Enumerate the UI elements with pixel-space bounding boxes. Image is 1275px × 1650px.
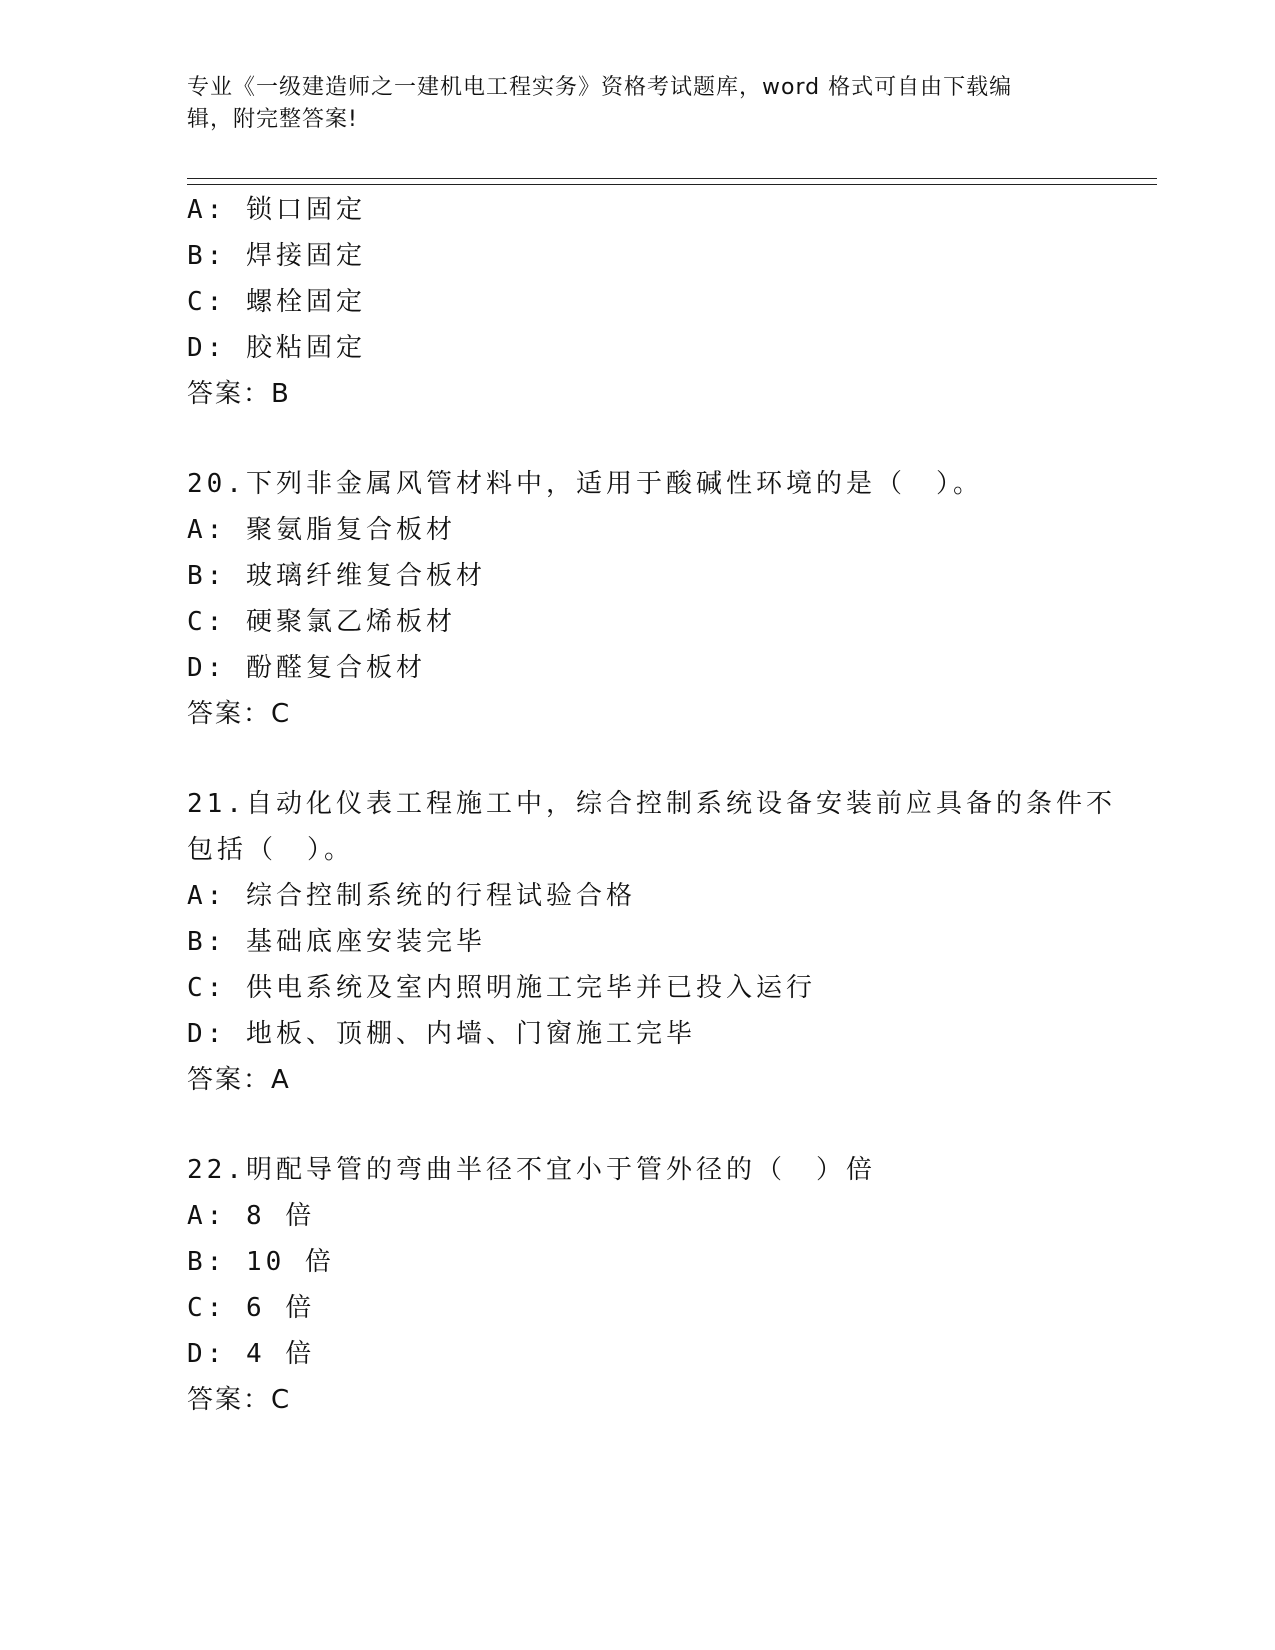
question-stem: 22.明配导管的弯曲半径不宜小于管外径的（ ）倍	[187, 1155, 876, 1185]
option-c: C: 供电系统及室内照明施工完毕并已投入运行	[187, 973, 816, 1003]
question-content	[187, 187, 1116, 1423]
spacer	[187, 417, 1087, 461]
option-b: B: 玻璃纤维复合板材	[187, 561, 486, 591]
header-divider-bottom	[187, 184, 1157, 185]
answer-line: 答案：C	[187, 1385, 292, 1415]
option-b: B: 10 倍	[187, 1247, 335, 1277]
option-b: B: 基础底座安装完毕	[187, 927, 486, 957]
header-line-2: 辑，附完整答案!	[187, 107, 358, 132]
question-stem-line-1: 21.自动化仪表工程施工中，综合控制系统设备安装前应具备的条件不	[187, 789, 1116, 819]
option-d: D: 胶粘固定	[187, 333, 366, 363]
question-block-21	[187, 781, 1116, 1103]
spacer	[187, 737, 1087, 781]
option-c: C: 硬聚氯乙烯板材	[187, 607, 456, 637]
question-block-20	[187, 461, 1087, 737]
option-b: B: 焊接固定	[187, 241, 366, 271]
option-a: A: 聚氨脂复合板材	[187, 515, 456, 545]
option-c: C: 6 倍	[187, 1293, 316, 1323]
question-stem-line-2: 包括（ ）。	[187, 835, 355, 865]
header-divider-top	[187, 178, 1157, 179]
answer-line: 答案：C	[187, 699, 292, 729]
question-block-prev	[187, 187, 1087, 417]
option-a: A: 锁口固定	[187, 195, 366, 225]
spacer	[187, 1103, 1087, 1147]
question-stem: 20.下列非金属风管材料中，适用于酸碱性环境的是（ ）。	[187, 469, 983, 499]
option-a: A: 综合控制系统的行程试验合格	[187, 881, 636, 911]
header-line-1: 专业《一级建造师之一建机电工程实务》资格考试题库，word 格式可自由下载编	[187, 75, 1013, 100]
option-a: A: 8 倍	[187, 1201, 316, 1231]
option-d: D: 4 倍	[187, 1339, 316, 1369]
question-block-22	[187, 1147, 1087, 1423]
option-d: D: 地板、顶棚、内墙、门窗施工完毕	[187, 1019, 696, 1049]
option-c: C: 螺栓固定	[187, 287, 366, 317]
document-header	[187, 72, 1087, 136]
answer-line: 答案：B	[187, 379, 291, 409]
option-d: D: 酚醛复合板材	[187, 653, 426, 683]
answer-line: 答案：A	[187, 1065, 291, 1095]
